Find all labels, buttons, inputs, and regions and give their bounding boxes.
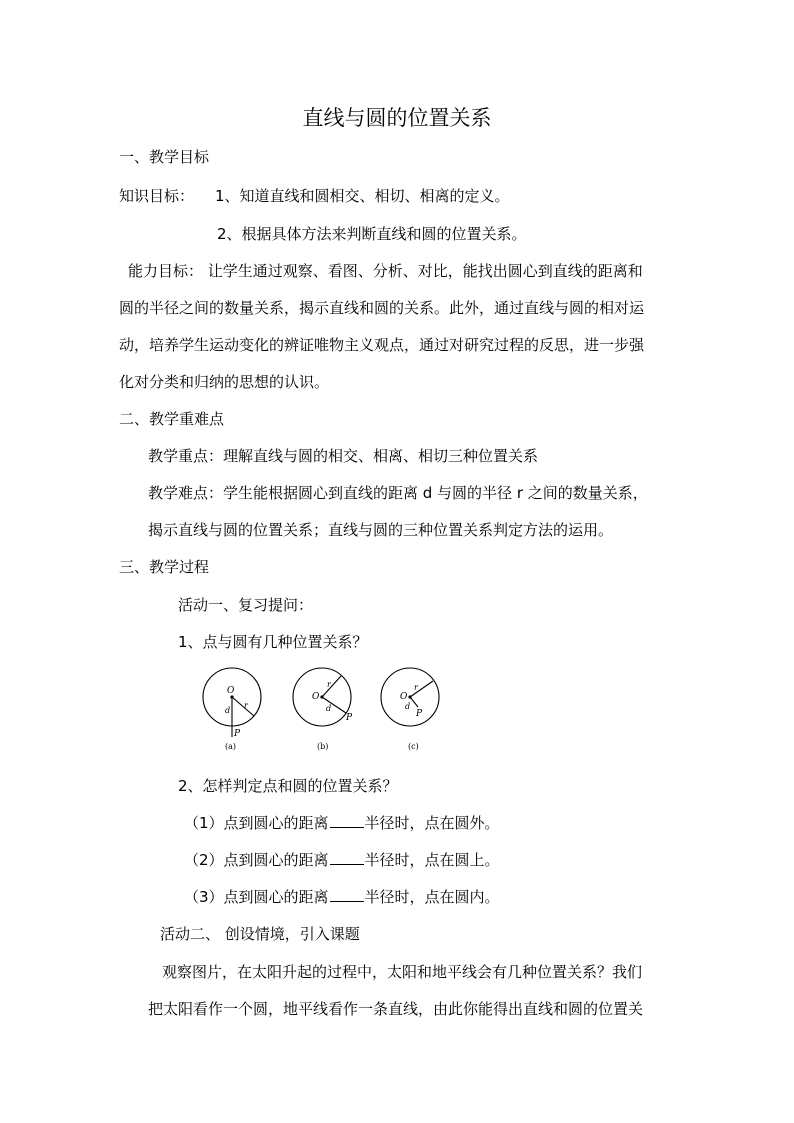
condition-2-text-after: 半径时，点在圆上。 <box>364 851 500 869</box>
point-label-b: P <box>346 713 353 723</box>
figure-c <box>381 668 439 751</box>
document-title: 直线与圆的位置关系 <box>302 106 492 130</box>
section3-heading: 三、教学过程 <box>119 558 210 576</box>
distance-label-b: d <box>326 704 332 713</box>
point-label-c: P <box>416 709 423 719</box>
condition-2-blank[interactable] <box>330 850 364 865</box>
condition-3 <box>184 887 500 907</box>
caption-a: (a) <box>225 742 237 751</box>
condition-1 <box>184 813 500 833</box>
radius-segment-b <box>322 676 341 697</box>
radius-label-a: r <box>244 701 248 710</box>
observe-line-1: 观察图片，在太阳升起的过程中，太阳和地平线会有几种位置关系？我们 <box>162 963 643 981</box>
center-label-b: O <box>312 692 320 702</box>
condition-3-blank[interactable] <box>330 887 364 902</box>
section1-heading: 一、教学目标 <box>119 148 210 166</box>
condition-1-text-after: 半径时，点在圆外。 <box>364 814 500 832</box>
question-2: 2、怎样判定点和圆的位置关系？ <box>178 777 398 795</box>
center-label-c: O <box>400 692 408 702</box>
radius-label-b: r <box>327 680 331 689</box>
point-circle-figures <box>196 664 456 756</box>
figure-b <box>293 668 353 751</box>
knowledge-item-1: 1、知道直线和圆相交、相切、相离的定义。 <box>215 187 510 205</box>
activity-2: 活动二、 创设情境，引入课题 <box>160 925 360 943</box>
condition-1-text-before: （1）点到圆心的距离 <box>184 814 329 832</box>
radius-segment-a <box>232 697 254 716</box>
condition-3-text-after: 半径时，点在圆内。 <box>364 888 500 906</box>
point-label-a: P <box>234 729 241 739</box>
knowledge-label: 知识目标： <box>119 187 195 205</box>
observe-line-2: 把太阳看作一个圆，地平线看作一条直线，由此你能得出直线和圆的位置关 <box>148 1000 644 1018</box>
knowledge-item-2: 2、根据具体方法来判断直线和圆的位置关系。 <box>217 225 527 243</box>
activity-1: 活动一、复习提问： <box>178 596 314 614</box>
question-1: 1、点与圆有几种位置关系？ <box>178 633 368 651</box>
section2-heading: 二、教学重难点 <box>119 410 225 428</box>
caption-b: (b) <box>317 742 329 751</box>
condition-2 <box>184 850 500 870</box>
ability-paragraph-line-2: 圆的半径之间的数量关系，揭示直线和圆的关系。此外，通过直线与圆的相对运 <box>119 299 645 317</box>
figure-a <box>203 668 261 751</box>
difficulty-line-1: 教学难点：学生能根据圆心到直线的距离 d 与圆的半径 r 之间的数量关系， <box>148 484 648 502</box>
condition-1-blank[interactable] <box>330 813 364 828</box>
difficulty-line-2: 揭示直线与圆的位置关系；直线与圆的三种位置关系判定方法的运用。 <box>148 521 614 539</box>
condition-3-text-before: （3）点到圆心的距离 <box>184 888 329 906</box>
distance-label-a: d <box>225 706 231 715</box>
center-label-a: O <box>227 686 235 696</box>
condition-2-text-before: （2）点到圆心的距离 <box>184 851 329 869</box>
caption-c: (c) <box>408 742 419 751</box>
ability-paragraph-line-4: 化对分类和归纳的思想的认识。 <box>119 373 330 391</box>
radius-label-c: r <box>414 683 418 692</box>
ability-paragraph-line-1: 能力目标： 让学生通过观察、看图、分析、对比，能找出圆心到直线的距离和 <box>128 262 643 280</box>
distance-label-c: d <box>405 702 411 711</box>
ability-paragraph-line-3: 动，培养学生运动变化的辨证唯物主义观点，通过对研究过程的反思，进一步强 <box>119 336 645 354</box>
key-point: 教学重点：理解直线与圆的相交、相离、相切三种位置关系 <box>148 447 539 465</box>
distance-segment-c <box>410 697 418 707</box>
